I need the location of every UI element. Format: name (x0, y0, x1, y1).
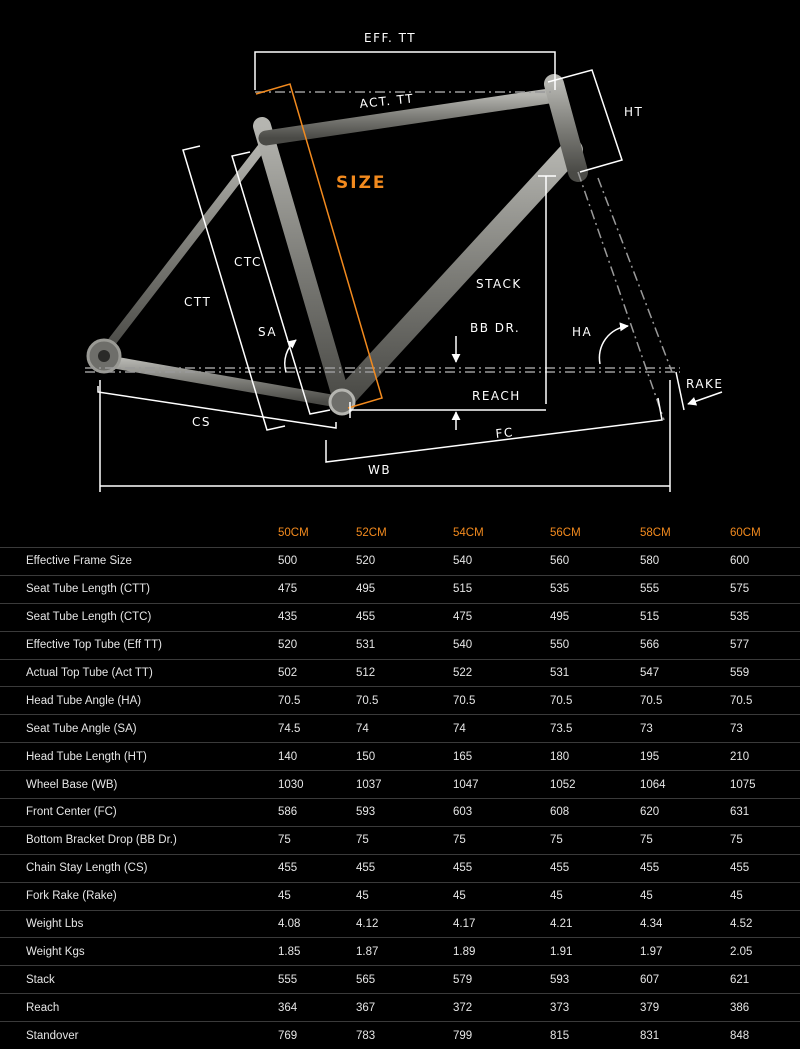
table-row (0, 687, 800, 715)
table-cell: 540 (453, 548, 550, 576)
table-cell: 631 (730, 799, 800, 827)
table-cell: 73 (640, 715, 730, 743)
table-cell: 540 (453, 631, 550, 659)
table-cell: 1075 (730, 771, 800, 799)
table-row (0, 631, 800, 659)
table-cell: 455 (640, 854, 730, 882)
table-cell: 579 (453, 966, 550, 994)
table-cell: 45 (640, 882, 730, 910)
table-cell: 75 (550, 826, 640, 854)
table-cell: 1037 (356, 771, 453, 799)
label-ht: HT (624, 105, 643, 119)
table-cell: 593 (356, 799, 453, 827)
table-cell: 180 (550, 743, 640, 771)
table-cell: 45 (730, 882, 800, 910)
size-header: 60CM (730, 519, 800, 548)
label-wb: WB (368, 463, 391, 477)
table-cell: 367 (356, 994, 453, 1022)
table-cell: 1047 (453, 771, 550, 799)
table-cell: 586 (278, 799, 356, 827)
row-label: Effective Top Tube (Eff TT) (0, 631, 278, 659)
row-label: Seat Tube Length (CTC) (0, 603, 278, 631)
table-cell: 386 (730, 994, 800, 1022)
table-cell: 475 (278, 575, 356, 603)
table-cell: 75 (356, 826, 453, 854)
table-cell: 608 (550, 799, 640, 827)
label-rake: RAKE (686, 377, 724, 391)
table-cell: 531 (550, 659, 640, 687)
row-label: Standover (0, 1022, 278, 1049)
table-cell: 1.91 (550, 938, 640, 966)
seat-tube (262, 126, 342, 400)
label-ctc: CTC (234, 255, 262, 269)
label-cs: CS (192, 415, 211, 429)
table-row (0, 910, 800, 938)
table-cell: 547 (640, 659, 730, 687)
table-cell: 831 (640, 1022, 730, 1049)
table-cell: 70.5 (730, 687, 800, 715)
table-cell: 70.5 (453, 687, 550, 715)
table-cell: 520 (278, 631, 356, 659)
bike-frame (88, 84, 578, 414)
seat-stay (104, 142, 266, 352)
table-cell: 455 (730, 854, 800, 882)
table-cell: 150 (356, 743, 453, 771)
table-row (0, 882, 800, 910)
table-cell: 580 (640, 548, 730, 576)
header-spacer (0, 519, 278, 548)
table-cell: 1.87 (356, 938, 453, 966)
table-row (0, 799, 800, 827)
table-cell: 475 (453, 603, 550, 631)
table-cell: 520 (356, 548, 453, 576)
table-cell: 600 (730, 548, 800, 576)
table-cell: 522 (453, 659, 550, 687)
table-cell: 73 (730, 715, 800, 743)
table-cell: 373 (550, 994, 640, 1022)
frame-geometry-diagram (0, 0, 800, 520)
table-cell: 500 (278, 548, 356, 576)
table-cell: 75 (278, 826, 356, 854)
table-cell: 455 (453, 854, 550, 882)
size-header: 56CM (550, 519, 640, 548)
label-eff-tt: EFF. TT (364, 31, 416, 45)
size-header: 50CM (278, 519, 356, 548)
table-cell: 4.17 (453, 910, 550, 938)
label-sa: SA (258, 325, 277, 339)
table-cell: 4.52 (730, 910, 800, 938)
table-cell: 555 (278, 966, 356, 994)
table-cell: 607 (640, 966, 730, 994)
table-cell: 4.08 (278, 910, 356, 938)
table-cell: 621 (730, 966, 800, 994)
table-cell: 575 (730, 575, 800, 603)
table-cell: 1064 (640, 771, 730, 799)
row-label: Weight Kgs (0, 938, 278, 966)
table-cell: 364 (278, 994, 356, 1022)
table-row (0, 994, 800, 1022)
table-cell: 577 (730, 631, 800, 659)
row-label: Front Center (FC) (0, 799, 278, 827)
table-cell: 848 (730, 1022, 800, 1049)
row-label: Actual Top Tube (Act TT) (0, 659, 278, 687)
table-cell: 620 (640, 799, 730, 827)
table-cell: 70.5 (550, 687, 640, 715)
table-cell: 379 (640, 994, 730, 1022)
table-cell: 531 (356, 631, 453, 659)
table-row (0, 715, 800, 743)
table-cell: 75 (453, 826, 550, 854)
table-cell: 555 (640, 575, 730, 603)
table-cell: 4.12 (356, 910, 453, 938)
table-cell: 210 (730, 743, 800, 771)
table-cell: 4.34 (640, 910, 730, 938)
table-body (0, 548, 800, 1049)
table-row (0, 966, 800, 994)
row-label: Fork Rake (Rake) (0, 882, 278, 910)
table-row (0, 575, 800, 603)
table-cell: 1030 (278, 771, 356, 799)
label-size: SIZE (336, 173, 387, 193)
row-label: Seat Tube Length (CTT) (0, 575, 278, 603)
table-cell: 435 (278, 603, 356, 631)
table-cell: 515 (453, 575, 550, 603)
table-cell: 535 (730, 603, 800, 631)
row-label: Stack (0, 966, 278, 994)
table-cell: 495 (356, 575, 453, 603)
table-cell: 799 (453, 1022, 550, 1049)
table-cell: 559 (730, 659, 800, 687)
label-act-tt: ACT. TT (359, 91, 415, 111)
row-label: Chain Stay Length (CS) (0, 854, 278, 882)
table-cell: 73.5 (550, 715, 640, 743)
table-cell: 565 (356, 966, 453, 994)
table-cell: 455 (278, 854, 356, 882)
table-cell: 45 (453, 882, 550, 910)
table-row (0, 743, 800, 771)
table-row (0, 603, 800, 631)
table-cell: 70.5 (640, 687, 730, 715)
table-cell: 535 (550, 575, 640, 603)
table-cell: 603 (453, 799, 550, 827)
table-cell: 815 (550, 1022, 640, 1049)
table-row (0, 854, 800, 882)
row-label: Bottom Bracket Drop (BB Dr.) (0, 826, 278, 854)
table-cell: 1052 (550, 771, 640, 799)
table-cell: 550 (550, 631, 640, 659)
table-cell: 195 (640, 743, 730, 771)
row-label: Effective Frame Size (0, 548, 278, 576)
table-row (0, 826, 800, 854)
row-label: Head Tube Angle (HA) (0, 687, 278, 715)
size-header: 58CM (640, 519, 730, 548)
table-row (0, 548, 800, 576)
table-cell: 769 (278, 1022, 356, 1049)
row-label: Reach (0, 994, 278, 1022)
table-cell: 4.21 (550, 910, 640, 938)
label-ha: HA (572, 325, 592, 339)
table-cell: 1.89 (453, 938, 550, 966)
table-cell: 140 (278, 743, 356, 771)
table-cell: 515 (640, 603, 730, 631)
table-cell: 455 (550, 854, 640, 882)
table-cell: 75 (730, 826, 800, 854)
table-cell: 372 (453, 994, 550, 1022)
rear-dropout (88, 340, 120, 372)
label-ctt: CTT (184, 295, 211, 309)
table-cell: 45 (550, 882, 640, 910)
size-header-row (0, 519, 800, 548)
label-stack: STACK (476, 277, 522, 291)
table-cell: 70.5 (278, 687, 356, 715)
table-cell: 566 (640, 631, 730, 659)
table-cell: 593 (550, 966, 640, 994)
row-label: Wheel Base (WB) (0, 771, 278, 799)
table-header (0, 519, 800, 548)
table-cell: 45 (278, 882, 356, 910)
table-cell: 560 (550, 548, 640, 576)
table-cell: 70.5 (356, 687, 453, 715)
size-header: 54CM (453, 519, 550, 548)
row-label: Weight Lbs (0, 910, 278, 938)
table-cell: 502 (278, 659, 356, 687)
table-cell: 74 (356, 715, 453, 743)
table-cell: 75 (640, 826, 730, 854)
table-cell: 455 (356, 854, 453, 882)
table-cell: 74 (453, 715, 550, 743)
table-cell: 783 (356, 1022, 453, 1049)
table-cell: 2.05 (730, 938, 800, 966)
row-label: Seat Tube Angle (SA) (0, 715, 278, 743)
table-cell: 512 (356, 659, 453, 687)
table-cell: 455 (356, 603, 453, 631)
table-cell: 74.5 (278, 715, 356, 743)
size-header: 52CM (356, 519, 453, 548)
label-fc: FC (495, 425, 515, 441)
label-bb-dr: BB DR. (470, 321, 520, 335)
table-cell: 1.85 (278, 938, 356, 966)
row-label: Head Tube Length (HT) (0, 743, 278, 771)
table-cell: 495 (550, 603, 640, 631)
table-row (0, 1022, 800, 1049)
table-cell: 165 (453, 743, 550, 771)
label-reach: REACH (472, 389, 521, 403)
table-row (0, 771, 800, 799)
geometry-table (0, 519, 800, 1049)
table-cell: 45 (356, 882, 453, 910)
table-row (0, 659, 800, 687)
table-cell: 1.97 (640, 938, 730, 966)
table-row (0, 938, 800, 966)
